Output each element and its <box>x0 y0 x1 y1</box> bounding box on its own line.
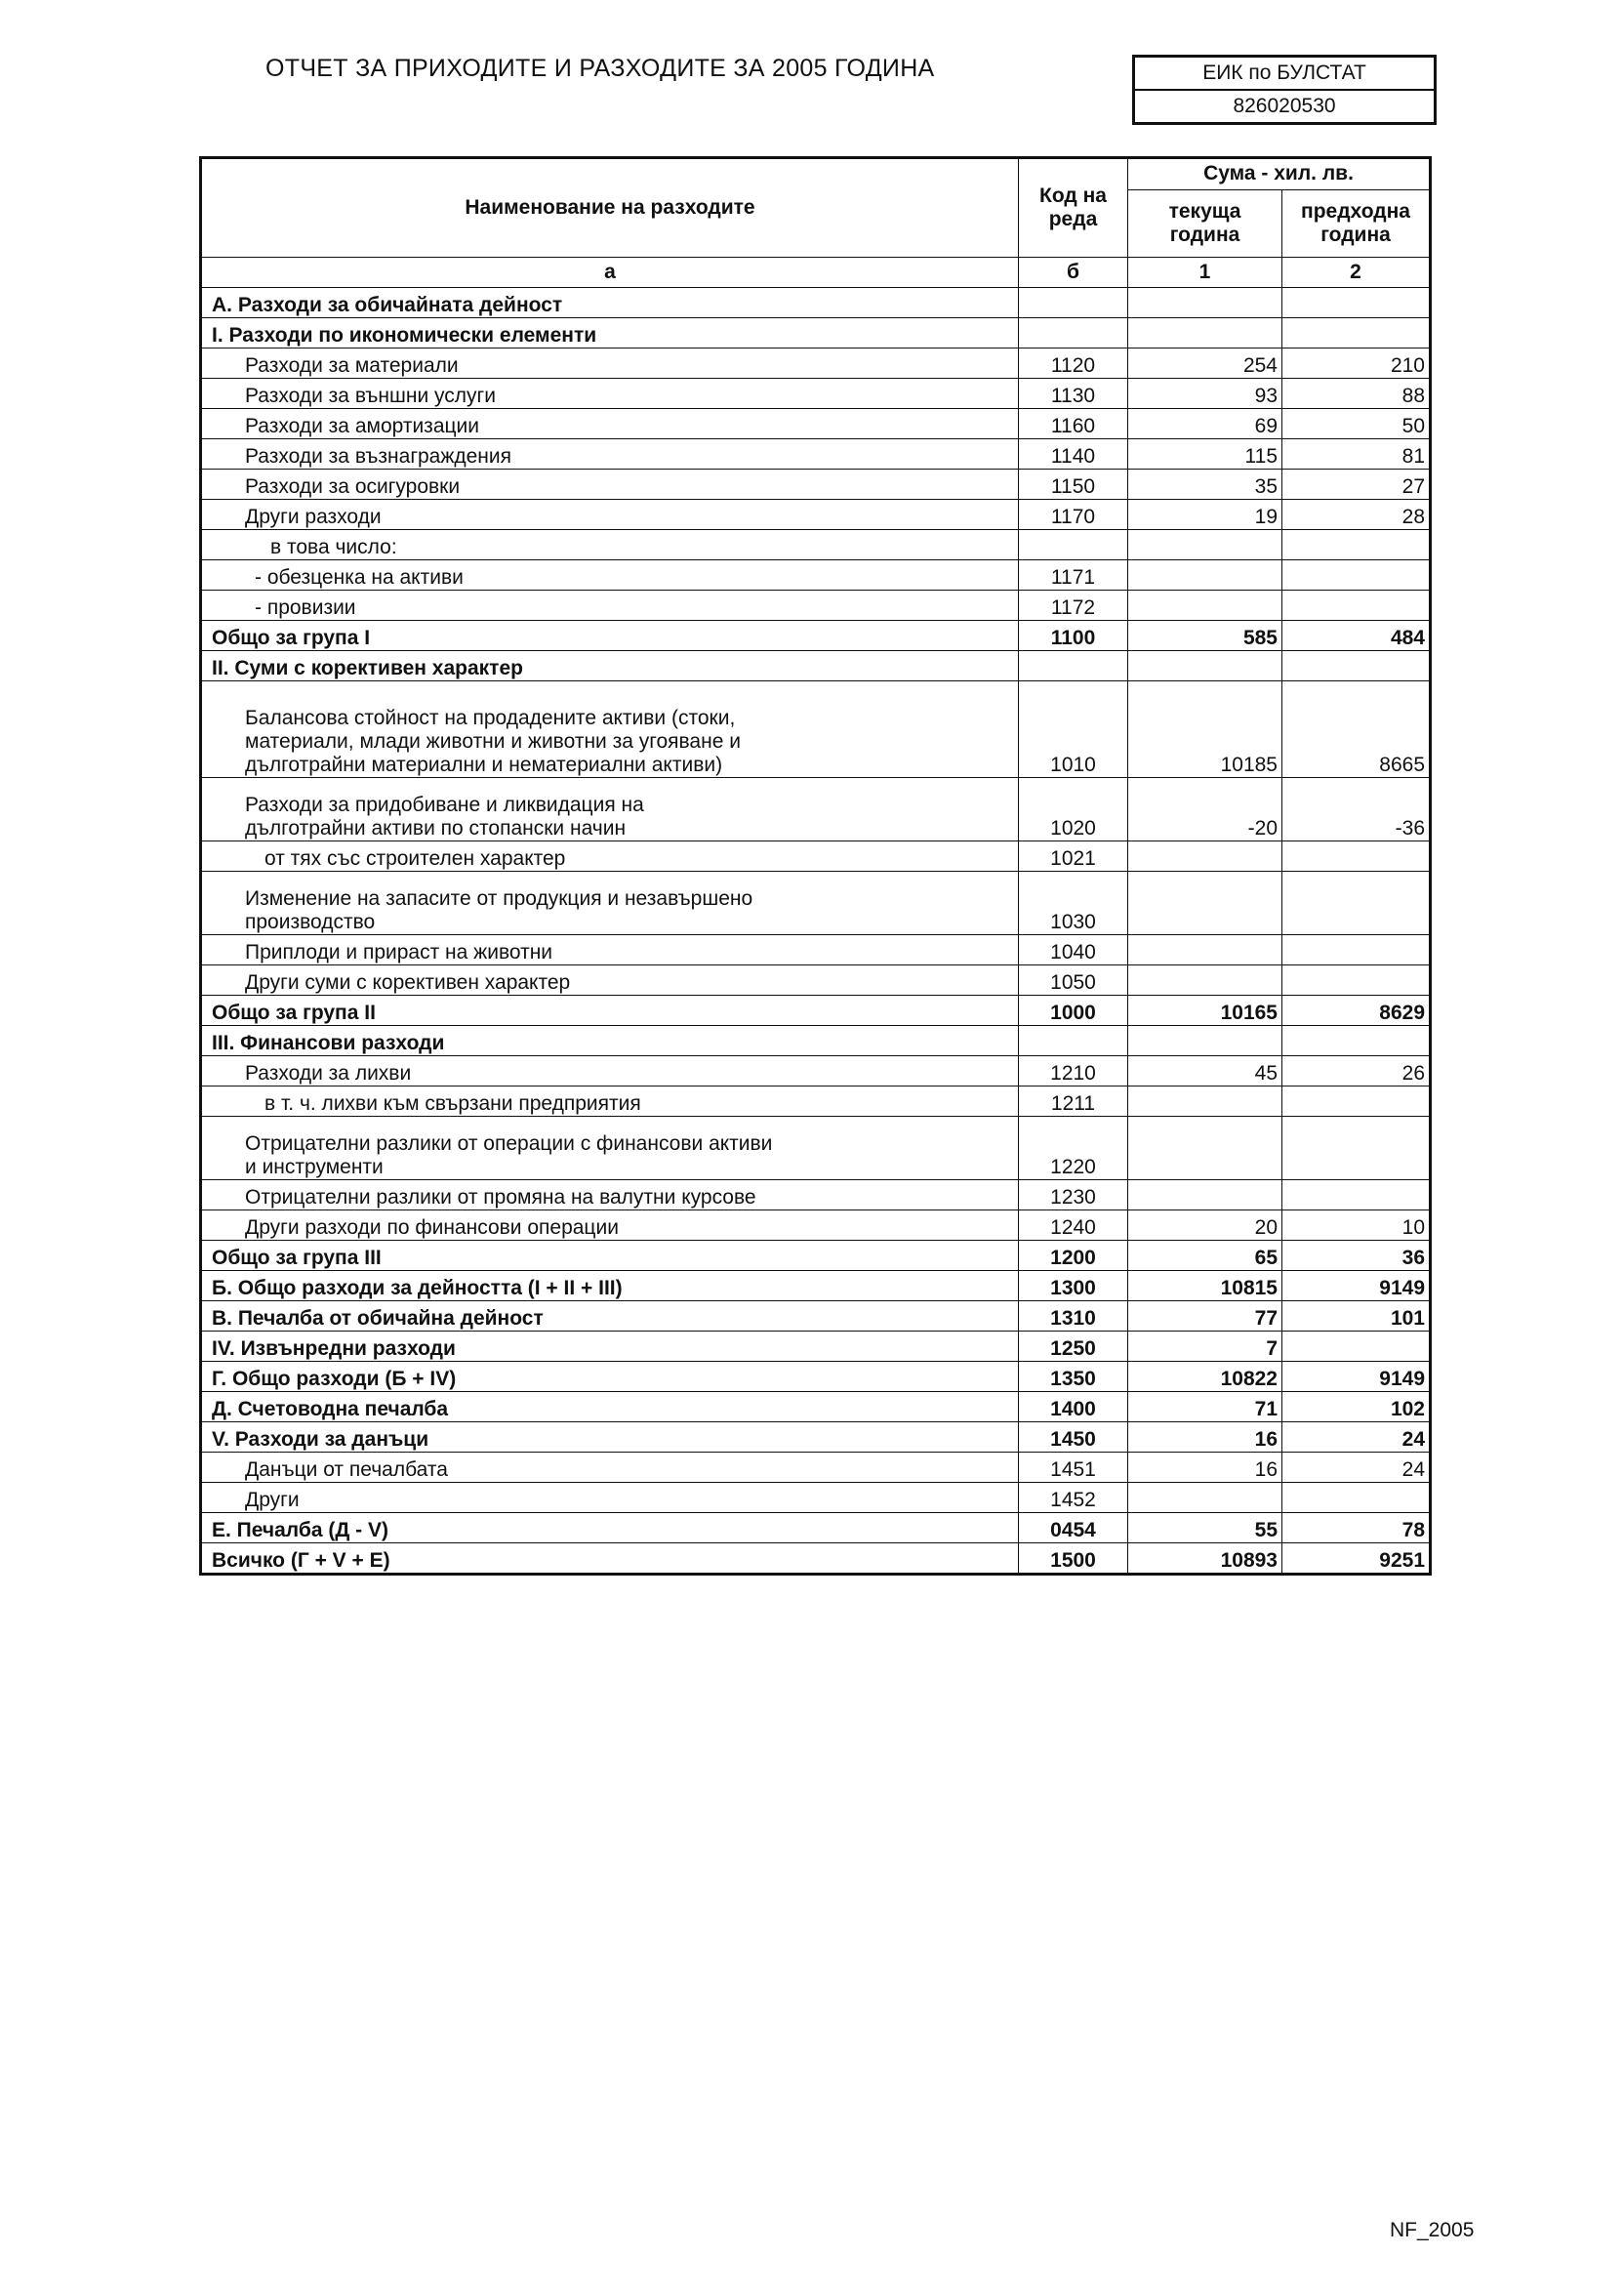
table-row <box>201 1301 1431 1332</box>
row-previous <box>1282 841 1431 872</box>
row-code: 1170 <box>1019 500 1128 530</box>
header-row-1 <box>201 158 1431 190</box>
row-previous: 36 <box>1282 1241 1431 1271</box>
row-name: в т. ч. лихви към свързани предприятия <box>201 1086 1019 1117</box>
table-row <box>201 1392 1431 1422</box>
report-title: ОТЧЕТ ЗА ПРИХОДИТЕ И РАЗХОДИТЕ ЗА 2005 ГОДИНА <box>265 55 935 82</box>
row-name-line: дълготрайни активи по стопански начин <box>245 817 627 840</box>
row-code <box>1019 318 1128 348</box>
row-name: Общо за група I <box>201 621 1019 651</box>
table-row <box>201 681 1431 778</box>
table-row <box>201 439 1431 470</box>
row-name: IV. Извънредни разходи <box>201 1332 1019 1362</box>
table-row <box>201 1026 1431 1056</box>
table-row <box>201 1422 1431 1453</box>
row-current: 10893 <box>1128 1543 1282 1575</box>
row-current: -20 <box>1128 778 1282 841</box>
row-previous: 8629 <box>1282 996 1431 1026</box>
table-row <box>201 530 1431 560</box>
row-previous: 101 <box>1282 1301 1431 1332</box>
table-row <box>201 500 1431 530</box>
table-row <box>201 560 1431 591</box>
row-previous: 9149 <box>1282 1362 1431 1392</box>
row-previous <box>1282 965 1431 996</box>
row-name: Данъци от печалбата <box>201 1453 1019 1483</box>
row-name-line: и инструменти <box>245 1156 384 1178</box>
row-current <box>1128 1086 1282 1117</box>
table-row <box>201 778 1431 841</box>
row-current <box>1128 872 1282 935</box>
row-previous <box>1282 872 1431 935</box>
row-name: Други разходи по финансови операции <box>201 1210 1019 1241</box>
row-current: 115 <box>1128 439 1282 470</box>
row-name: Д. Счетоводна печалба <box>201 1392 1019 1422</box>
row-previous: 26 <box>1282 1056 1431 1086</box>
row-code: 1021 <box>1019 841 1128 872</box>
row-name: Общо за група III <box>201 1241 1019 1271</box>
header-name: Наименование на разходите <box>201 158 1019 258</box>
table-row <box>201 1117 1431 1180</box>
row-code: 1040 <box>1019 935 1128 965</box>
row-name <box>201 1117 1019 1180</box>
header-code-line2: реда <box>1048 208 1098 230</box>
row-name: Разходи за лихви <box>201 1056 1019 1086</box>
row-code: 1020 <box>1019 778 1128 841</box>
row-name: А. Разходи за обичайната дейност <box>201 288 1019 318</box>
row-current: 45 <box>1128 1056 1282 1086</box>
table-row <box>201 1271 1431 1301</box>
row-previous: 28 <box>1282 500 1431 530</box>
row-name: Отрицателни разлики от промяна на валутни курсове <box>201 1180 1019 1210</box>
row-name: Общо за група II <box>201 996 1019 1026</box>
row-name: Б. Общо разходи за дейността (I + II + III) <box>201 1271 1019 1301</box>
row-name <box>201 681 1019 778</box>
row-name: I. Разходи по икономически елементи <box>201 318 1019 348</box>
row-previous <box>1282 560 1431 591</box>
row-name: Е. Печалба (Д - V) <box>201 1513 1019 1543</box>
table-row <box>201 1086 1431 1117</box>
row-code: 1230 <box>1019 1180 1128 1210</box>
row-code: 1500 <box>1019 1543 1128 1575</box>
row-code <box>1019 530 1128 560</box>
row-current: 71 <box>1128 1392 1282 1422</box>
row-code: 1030 <box>1019 872 1128 935</box>
row-previous <box>1282 1086 1431 1117</box>
row-name <box>201 872 1019 935</box>
row-name: В. Печалба от обичайна дейност <box>201 1301 1019 1332</box>
row-current: 10185 <box>1128 681 1282 778</box>
row-previous: 10 <box>1282 1210 1431 1241</box>
row-current: 16 <box>1128 1453 1282 1483</box>
header-code-line1: Код на <box>1039 184 1107 207</box>
row-current: 585 <box>1128 621 1282 651</box>
row-name: - провизии <box>201 591 1019 621</box>
table-row <box>201 1056 1431 1086</box>
row-code <box>1019 288 1128 318</box>
row-name: III. Финансови разходи <box>201 1026 1019 1056</box>
row-previous <box>1282 591 1431 621</box>
row-previous: 88 <box>1282 379 1431 409</box>
header-index-b: б <box>1019 258 1128 288</box>
table-row <box>201 409 1431 439</box>
row-name: II. Суми с корективен характер <box>201 651 1019 681</box>
row-code: 1120 <box>1019 348 1128 379</box>
row-code: 1130 <box>1019 379 1128 409</box>
row-previous: 24 <box>1282 1453 1431 1483</box>
row-previous <box>1282 935 1431 965</box>
table-row <box>201 935 1431 965</box>
row-name-line: Отрицателни разлики от операции с финансови активи <box>245 1132 773 1155</box>
row-name: Разходи за външни услуги <box>201 379 1019 409</box>
row-previous <box>1282 1026 1431 1056</box>
row-name: Приплоди и прираст на животни <box>201 935 1019 965</box>
header-previous-line2: година <box>1320 223 1391 246</box>
row-current: 35 <box>1128 470 1282 500</box>
header-previous <box>1282 189 1431 257</box>
row-code: 0454 <box>1019 1513 1128 1543</box>
table-row <box>201 1332 1431 1362</box>
row-code: 1100 <box>1019 621 1128 651</box>
row-code: 1400 <box>1019 1392 1128 1422</box>
table-row <box>201 591 1431 621</box>
table-row <box>201 1362 1431 1392</box>
row-previous: 78 <box>1282 1513 1431 1543</box>
row-name-line: производство <box>245 911 376 933</box>
row-name <box>201 778 1019 841</box>
table-row <box>201 1180 1431 1210</box>
row-current: 69 <box>1128 409 1282 439</box>
header-index-1: 1 <box>1128 258 1282 288</box>
header-current <box>1128 189 1282 257</box>
row-previous: 50 <box>1282 409 1431 439</box>
row-current: 7 <box>1128 1332 1282 1362</box>
header-previous-line1: предходна <box>1301 199 1410 223</box>
row-previous: 81 <box>1282 439 1431 470</box>
row-previous <box>1282 651 1431 681</box>
row-code: 1220 <box>1019 1117 1128 1180</box>
row-current: 93 <box>1128 379 1282 409</box>
row-name: Разходи за възнаграждения <box>201 439 1019 470</box>
row-code: 1310 <box>1019 1301 1128 1332</box>
row-code <box>1019 651 1128 681</box>
row-current: 10815 <box>1128 1271 1282 1301</box>
row-name: Разходи за материали <box>201 348 1019 379</box>
table-row <box>201 1483 1431 1513</box>
row-current: 254 <box>1128 348 1282 379</box>
table-row <box>201 470 1431 500</box>
row-name: Други разходи <box>201 500 1019 530</box>
header-sum: Сума - хил. лв. <box>1128 158 1431 190</box>
row-previous: 9251 <box>1282 1543 1431 1575</box>
document-footer-code: NF_2005 <box>1390 2219 1475 2241</box>
row-name: Разходи за амортизации <box>201 409 1019 439</box>
header-index-row <box>201 258 1431 288</box>
row-previous <box>1282 288 1431 318</box>
table-row <box>201 965 1431 996</box>
row-name: Разходи за осигуровки <box>201 470 1019 500</box>
row-current <box>1128 1483 1282 1513</box>
row-previous <box>1282 1117 1431 1180</box>
row-current <box>1128 591 1282 621</box>
eik-box <box>1132 55 1437 125</box>
row-current: 20 <box>1128 1210 1282 1241</box>
table-row <box>201 288 1431 318</box>
row-name-line: материали, млади животни и животни за угояване и <box>245 730 741 753</box>
row-current: 19 <box>1128 500 1282 530</box>
row-previous: -36 <box>1282 778 1431 841</box>
row-name: Г. Общо разходи (Б + IV) <box>201 1362 1019 1392</box>
row-current <box>1128 318 1282 348</box>
row-previous <box>1282 530 1431 560</box>
row-previous: 8665 <box>1282 681 1431 778</box>
row-code: 1200 <box>1019 1241 1128 1271</box>
table-row <box>201 651 1431 681</box>
row-name: - обезценка на активи <box>201 560 1019 591</box>
row-name-line: Разходи за придобиване и ликвидация на <box>245 794 644 816</box>
header-current-line1: текуща <box>1168 199 1241 223</box>
row-previous: 102 <box>1282 1392 1431 1422</box>
row-name: V. Разходи за данъци <box>201 1422 1019 1453</box>
row-code: 1210 <box>1019 1056 1128 1086</box>
row-code: 1150 <box>1019 470 1128 500</box>
row-previous <box>1282 1483 1431 1513</box>
row-previous <box>1282 1180 1431 1210</box>
row-previous <box>1282 318 1431 348</box>
row-code: 1451 <box>1019 1453 1128 1483</box>
row-current: 16 <box>1128 1422 1282 1453</box>
row-current: 10165 <box>1128 996 1282 1026</box>
row-current: 55 <box>1128 1513 1282 1543</box>
row-code: 1250 <box>1019 1332 1128 1362</box>
table-row <box>201 1210 1431 1241</box>
row-current <box>1128 935 1282 965</box>
row-name: от тях със строителен характер <box>201 841 1019 872</box>
row-previous: 27 <box>1282 470 1431 500</box>
row-code: 1160 <box>1019 409 1128 439</box>
row-previous: 24 <box>1282 1422 1431 1453</box>
header-code <box>1019 158 1128 258</box>
row-code: 1171 <box>1019 560 1128 591</box>
header-index-a: а <box>201 258 1019 288</box>
table-row <box>201 872 1431 935</box>
header-current-line2: година <box>1169 223 1240 246</box>
table-row <box>201 318 1431 348</box>
table-row <box>201 996 1431 1026</box>
row-current <box>1128 965 1282 996</box>
row-name-line: Балансова стойност на продадените активи (стоки, <box>245 707 736 729</box>
row-previous: 210 <box>1282 348 1431 379</box>
row-name: Други <box>201 1483 1019 1513</box>
row-code: 1240 <box>1019 1210 1128 1241</box>
header-index-2: 2 <box>1282 258 1431 288</box>
row-current: 77 <box>1128 1301 1282 1332</box>
row-current <box>1128 1026 1282 1056</box>
row-current <box>1128 1180 1282 1210</box>
row-previous: 9149 <box>1282 1271 1431 1301</box>
row-previous: 484 <box>1282 621 1431 651</box>
row-code: 1172 <box>1019 591 1128 621</box>
row-name: Други суми с корективен характер <box>201 965 1019 996</box>
eik-value: 826020530 <box>1233 95 1336 117</box>
row-code: 1300 <box>1019 1271 1128 1301</box>
row-current <box>1128 651 1282 681</box>
expense-table <box>199 156 1432 1576</box>
row-current <box>1128 560 1282 591</box>
table-row <box>201 1453 1431 1483</box>
row-current <box>1128 841 1282 872</box>
row-code: 1450 <box>1019 1422 1128 1453</box>
row-code: 1350 <box>1019 1362 1128 1392</box>
table-row <box>201 1513 1431 1543</box>
table-row <box>201 379 1431 409</box>
table-row <box>201 348 1431 379</box>
row-current: 10822 <box>1128 1362 1282 1392</box>
row-code <box>1019 1026 1128 1056</box>
eik-label: ЕИК по БУЛСТАТ <box>1135 58 1434 91</box>
row-current <box>1128 288 1282 318</box>
table-row <box>201 841 1431 872</box>
row-current <box>1128 530 1282 560</box>
row-current <box>1128 1117 1282 1180</box>
row-code: 1140 <box>1019 439 1128 470</box>
row-code: 1211 <box>1019 1086 1128 1117</box>
row-current: 65 <box>1128 1241 1282 1271</box>
row-previous <box>1282 1332 1431 1362</box>
row-code: 1452 <box>1019 1483 1128 1513</box>
row-name-line: Изменение на запасите от продукция и незавършено <box>245 887 753 910</box>
table-row <box>201 1241 1431 1271</box>
row-code: 1050 <box>1019 965 1128 996</box>
row-name: в това число: <box>201 530 1019 560</box>
row-name: Всичко (Г + V + Е) <box>201 1543 1019 1575</box>
row-code: 1010 <box>1019 681 1128 778</box>
row-code: 1000 <box>1019 996 1128 1026</box>
table-row <box>201 621 1431 651</box>
table-row <box>201 1543 1431 1575</box>
row-name-line: дълготрайни материални и нематериални активи) <box>245 754 723 776</box>
